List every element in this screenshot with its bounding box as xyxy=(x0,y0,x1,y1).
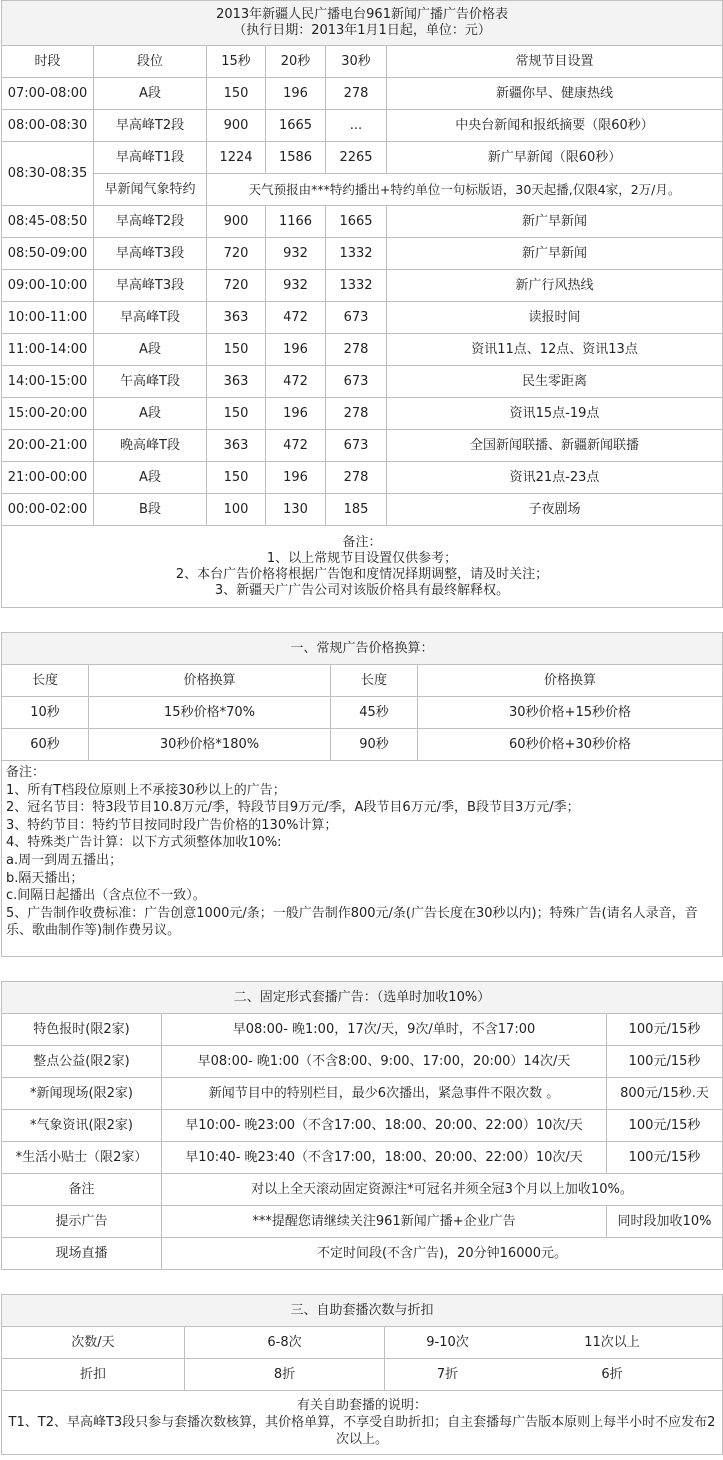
cell: 278 xyxy=(326,334,387,366)
cell: 100元/15秒 xyxy=(607,1014,723,1046)
table-row xyxy=(2,206,723,238)
cell: 1665 xyxy=(266,110,326,142)
note-line: b.隔天播出； xyxy=(6,870,84,886)
cell: ... xyxy=(326,110,387,142)
cell: 10秒 xyxy=(2,697,89,729)
cell xyxy=(385,1327,723,1359)
note-line: 2、本台广告价格将根据广告饱和度情况择期调整，请及时关注； xyxy=(175,566,549,582)
cell: 6-8次 xyxy=(185,1327,385,1359)
cell: 15秒价格*70% xyxy=(89,697,331,729)
cell: 10:00-11:00 xyxy=(2,302,94,334)
cell: 09:00-10:00 xyxy=(2,270,94,302)
cell: 08:50-09:00 xyxy=(2,238,94,270)
cell: 备注 xyxy=(2,1174,162,1206)
cell: 不定时间段(不含广告)，20分钟16000元。 xyxy=(162,1238,723,1270)
cell: 折扣 xyxy=(2,1359,185,1391)
cell: 早高峰T3段 xyxy=(94,270,207,302)
table-row xyxy=(2,430,723,462)
cell: 1586 xyxy=(266,142,326,174)
cell: 100 xyxy=(207,494,266,526)
cell: 196 xyxy=(266,78,326,110)
table-row xyxy=(2,142,723,174)
cell: 对以上全天滚动固定资源注*可冠名并须全冠3个月以上加收10%。 xyxy=(162,1174,723,1206)
cell: 早08:00- 晚1:00，17次/天，9次/单时，不含17:00 xyxy=(162,1014,607,1046)
cell-text: 11次以上 xyxy=(584,1334,640,1350)
table-row xyxy=(2,238,723,270)
cell: 30秒价格*180% xyxy=(89,729,331,761)
cell: *新闻现场(限2家) xyxy=(2,1078,162,1110)
table-row xyxy=(2,334,723,366)
cell: 100元/15秒 xyxy=(607,1046,723,1078)
table-row xyxy=(2,78,723,110)
cell: 100元/15秒 xyxy=(607,1110,723,1142)
table-row xyxy=(2,1110,723,1142)
cell: 07:00-08:00 xyxy=(2,78,94,110)
cell: 全国新闻联播、新疆新闻联播 xyxy=(387,430,723,462)
section-title: 三、自助套播次数与折扣 xyxy=(2,1295,723,1327)
table-row xyxy=(2,1238,723,1270)
cell: 次数/天 xyxy=(2,1327,185,1359)
cell: 150 xyxy=(207,78,266,110)
cell-text: 9-10次 xyxy=(426,1334,469,1350)
cell: 363 xyxy=(207,366,266,398)
col-header: 价格换算 xyxy=(418,665,723,697)
cell: 11:00-14:00 xyxy=(2,334,94,366)
conversion-table xyxy=(1,632,723,957)
cell: 363 xyxy=(207,430,266,462)
cell: 早高峰T1段 xyxy=(94,142,207,174)
cell: 60秒价格+30秒价格 xyxy=(418,729,723,761)
cell: 472 xyxy=(266,302,326,334)
cell: 资讯21点-23点 xyxy=(387,462,723,494)
table-row xyxy=(2,729,723,761)
cell: 08:00-08:30 xyxy=(2,110,94,142)
cell: 900 xyxy=(207,206,266,238)
cell: 新广早新闻 xyxy=(387,238,723,270)
cell: 早高峰T2段 xyxy=(94,206,207,238)
cell: 196 xyxy=(266,398,326,430)
table-row xyxy=(2,1327,723,1359)
cell: 150 xyxy=(207,334,266,366)
table-row xyxy=(2,1046,723,1078)
note-line: a.周一到周五播出； xyxy=(6,852,123,868)
cell: 932 xyxy=(266,270,326,302)
cell: 278 xyxy=(326,462,387,494)
table-row xyxy=(2,174,723,206)
cell: 472 xyxy=(266,366,326,398)
cell: 早10:00- 晚23:00（不含17:00、18:00、20:00、22:00）10次/天 xyxy=(162,1110,607,1142)
table-row xyxy=(2,1174,723,1206)
cell: 新疆你早、健康热线 xyxy=(387,78,723,110)
table-row xyxy=(2,366,723,398)
cell: *气象资讯(限2家) xyxy=(2,1110,162,1142)
note-line: 1、所有T档段位原则上不承接30秒以上的广告； xyxy=(6,782,286,798)
note-line: 1、以上常规节目设置仅供参考； xyxy=(266,550,458,566)
col-header: 价格换算 xyxy=(89,665,331,697)
col-header: 段位 xyxy=(94,46,207,78)
price-table-title-cell xyxy=(2,1,723,46)
cell: 00:00-02:00 xyxy=(2,494,94,526)
cell: 100元/15秒 xyxy=(607,1142,723,1174)
cell: 特色报时(限2家) xyxy=(2,1014,162,1046)
table-row xyxy=(2,1078,723,1110)
cell: *生活小贴士（限2家） xyxy=(2,1142,162,1174)
col-header: 时段 xyxy=(2,46,94,78)
cell: 新广早新闻 xyxy=(387,206,723,238)
cell: 278 xyxy=(326,398,387,430)
cell: 晚高峰T段 xyxy=(94,430,207,462)
note-line: 备注： xyxy=(6,765,46,780)
cell: 20:00-21:00 xyxy=(2,430,94,462)
cell: 8折 xyxy=(185,1359,385,1391)
cell: 1166 xyxy=(266,206,326,238)
table-row xyxy=(2,1014,723,1046)
cell: 60秒 xyxy=(2,729,89,761)
col-header: 30秒 xyxy=(326,46,387,78)
cell: 提示广告 xyxy=(2,1206,162,1238)
col-header: 长度 xyxy=(331,665,418,697)
price-table-notes xyxy=(2,526,723,608)
cell: 15:00-20:00 xyxy=(2,398,94,430)
table-row xyxy=(2,1206,723,1238)
cell: 早高峰T3段 xyxy=(94,238,207,270)
cell: 1332 xyxy=(326,270,387,302)
cell-text: 7折 xyxy=(436,1366,459,1382)
cell: 08:45-08:50 xyxy=(2,206,94,238)
cell xyxy=(385,1359,723,1391)
table-row xyxy=(2,270,723,302)
section-title: 二、固定形式套播广告：（选单时加收10%） xyxy=(2,982,723,1014)
cell: 720 xyxy=(207,270,266,302)
col-header: 15秒 xyxy=(207,46,266,78)
cell: 932 xyxy=(266,238,326,270)
cell-text: 6折 xyxy=(601,1366,623,1382)
cell: 现场直播 xyxy=(2,1238,162,1270)
table-row xyxy=(2,110,723,142)
discount-notes xyxy=(2,1391,723,1455)
cell: 新闻节目中的特别栏目，最少6次播出，紧急事件不限次数 。 xyxy=(162,1078,607,1110)
cell: 720 xyxy=(207,238,266,270)
cell: 子夜剧场 xyxy=(387,494,723,526)
cell: 早新闻气象特约 xyxy=(94,174,207,206)
cell: 整点公益(限2家) xyxy=(2,1046,162,1078)
cell: 130 xyxy=(266,494,326,526)
note-line: c.间隔日起播出（含点位不一致）。 xyxy=(6,888,206,904)
note-line: 4、特殊类广告计算：以下方式须整体加收10%: xyxy=(6,835,282,851)
table-row xyxy=(2,462,723,494)
cell: 早08:00- 晚1:00（不含8:00、9:00、17:00，20:00）14次/天 xyxy=(162,1046,607,1078)
cell: 472 xyxy=(266,430,326,462)
cell: 30秒价格+15秒价格 xyxy=(418,697,723,729)
package-table xyxy=(1,981,723,1270)
cell: 196 xyxy=(266,462,326,494)
table-row xyxy=(2,302,723,334)
cell: B段 xyxy=(94,494,207,526)
cell: 同时段加收10% xyxy=(607,1206,723,1238)
col-header: 长度 xyxy=(2,665,89,697)
note-line: 3、特约节目：特约节目按同时段广告价格的130%计算； xyxy=(6,817,338,833)
cell: 早高峰T2段 xyxy=(94,110,207,142)
discount-table xyxy=(1,1294,723,1455)
cell: 45秒 xyxy=(331,697,418,729)
cell: 午高峰T段 xyxy=(94,366,207,398)
cell: 08:30-08:35 xyxy=(2,142,94,206)
note-line: T1、T2、早高峰T3段只参与套播次数核算，其价格单算，不享受自助折扣；自主套播每广告版本原则上每半小时不应发布2次以上。 xyxy=(8,1415,716,1447)
col-header: 常规节目设置 xyxy=(387,46,723,78)
section-title: 一、常规广告价格换算： xyxy=(2,633,723,665)
note-line: 2、冠名节目：特3段节目10.8万元/季，特段节目9万元/季，A段节目6万元/季，B段节目3万元/季； xyxy=(6,800,580,816)
cell: 新广早新闻（限60秒） xyxy=(387,142,723,174)
conversion-notes xyxy=(2,761,723,957)
note-line: 5、广告制作收费标准：广告创意1000元/条；一般广告制作800元/条(广告长度在30秒以内)；特殊广告(请名人录音，音乐、歌曲制作等)制作费另议。 xyxy=(6,905,698,939)
cell: 资讯15点-19点 xyxy=(387,398,723,430)
note-line: 3、新疆天广广告公司对该版价格具有最终解释权。 xyxy=(214,582,510,598)
cell: 2265 xyxy=(326,142,387,174)
cell: 363 xyxy=(207,302,266,334)
cell: 278 xyxy=(326,78,387,110)
col-header: 20秒 xyxy=(266,46,326,78)
cell: 新广行风热线 xyxy=(387,270,723,302)
cell: 800元/15秒.天 xyxy=(607,1078,723,1110)
cell: A段 xyxy=(94,398,207,430)
note-line: 备注： xyxy=(342,534,382,550)
cell: A段 xyxy=(94,334,207,366)
cell: 民生零距离 xyxy=(387,366,723,398)
cell: 673 xyxy=(326,302,387,334)
price-table xyxy=(1,0,723,608)
cell: 读报时间 xyxy=(387,302,723,334)
table-row xyxy=(2,398,723,430)
table-row xyxy=(2,494,723,526)
cell: 673 xyxy=(326,430,387,462)
cell: 早高峰T段 xyxy=(94,302,207,334)
cell: A段 xyxy=(94,462,207,494)
cell: 14:00-15:00 xyxy=(2,366,94,398)
table-row xyxy=(2,1142,723,1174)
cell: 185 xyxy=(326,494,387,526)
cell: 90秒 xyxy=(331,729,418,761)
cell: 21:00-00:00 xyxy=(2,462,94,494)
cell: 1332 xyxy=(326,238,387,270)
page-title: 2013年新疆人民广播电台961新闻广播广告价格表 xyxy=(216,7,508,22)
cell: 150 xyxy=(207,462,266,494)
cell: 早10:40- 晚23:40（不含17:00，18:00、20:00、22:00）10次/天 xyxy=(162,1142,607,1174)
cell: 1665 xyxy=(326,206,387,238)
cell: 资讯11点、12点、资讯13点 xyxy=(387,334,723,366)
cell: A段 xyxy=(94,78,207,110)
cell: 天气预报由***特约播出+特约单位一句标版语，30天起播,仅限4家，2万/月。 xyxy=(207,174,723,206)
cell: 150 xyxy=(207,398,266,430)
cell: 900 xyxy=(207,110,266,142)
table-row xyxy=(2,1359,723,1391)
table-row xyxy=(2,697,723,729)
cell: ***提醒您请继续关注961新闻广播+企业广告 xyxy=(162,1206,607,1238)
note-line: 有关自助套播的说明： xyxy=(297,1398,428,1413)
cell: 673 xyxy=(326,366,387,398)
cell: 中央台新闻和报纸摘要（限60秒） xyxy=(387,110,723,142)
cell: 1224 xyxy=(207,142,266,174)
cell: 196 xyxy=(266,334,326,366)
page-subtitle: （执行日期：2013年1月1日起，单位：元） xyxy=(233,23,491,38)
